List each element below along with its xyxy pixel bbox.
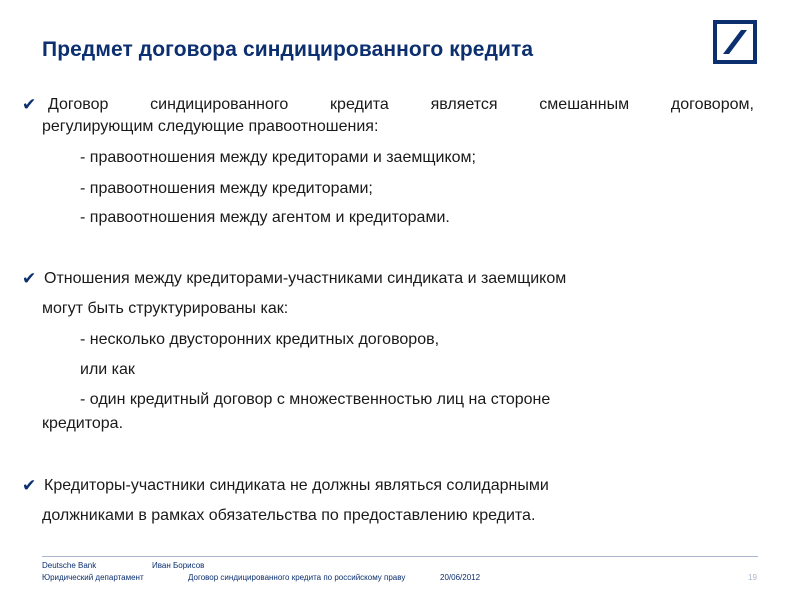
bullet-1	[22, 94, 754, 234]
checkmark-icon: ✔	[22, 269, 37, 288]
bullet-2-item-2: - один кредитный договор с множественностью лиц на стороне	[80, 391, 551, 408]
word: является	[430, 96, 498, 113]
bullet-1-item-1: - правоотношения между кредиторами и заемщиком;	[80, 149, 476, 166]
bullet-2	[22, 268, 754, 438]
footer-department: Юридический департамент	[42, 573, 144, 582]
bullet-2-line-1: Отношения между кредиторами-участниками синдиката и заемщиком	[44, 270, 567, 287]
footer-author: Иван Борисов	[152, 561, 205, 570]
bullet-3-line-2: должниками в рамках обязательства по предоставлению кредита.	[42, 507, 536, 524]
bullet-2-line-2: могут быть структурированы как:	[42, 300, 289, 317]
deutsche-bank-logo-icon	[713, 20, 757, 64]
word: синдицированного	[150, 96, 289, 113]
word: кредита	[330, 96, 389, 113]
footer-date: 20/06/2012	[440, 573, 481, 582]
bullet-3-line-1: Кредиторы-участники синдиката не должны являться солидарными	[44, 477, 549, 494]
deutsche-bank-logo	[713, 20, 757, 64]
bullet-1-item-2: - правоотношения между кредиторами;	[80, 180, 373, 197]
word: смешанным	[539, 96, 630, 113]
bullet-1-line-1	[48, 94, 754, 116]
bullet-2-or: или как	[80, 361, 135, 378]
bullet-2-item-2-cont: кредитора.	[42, 415, 124, 432]
word: Договор	[48, 96, 109, 113]
footer-document-title: Договор синдицированного кредита по российскому праву	[188, 573, 406, 582]
slide-title: Предмет договора синдицированного кредита	[42, 38, 534, 61]
checkmark-icon: ✔	[22, 95, 37, 114]
page-number: 19	[748, 573, 757, 582]
checkmark-icon: ✔	[22, 476, 37, 495]
footer-company: Deutsche Bank	[42, 561, 97, 570]
footer-divider	[42, 556, 758, 557]
word: договором,	[670, 96, 754, 113]
bullet-2-item-1: - несколько двусторонних кредитных договоров,	[80, 331, 440, 348]
bullet-1-item-3: - правоотношения между агентом и кредиторами.	[80, 209, 450, 226]
bullet-1-line-2: регулирующим следующие правоотношения:	[42, 118, 379, 135]
bullet-3	[22, 475, 754, 535]
